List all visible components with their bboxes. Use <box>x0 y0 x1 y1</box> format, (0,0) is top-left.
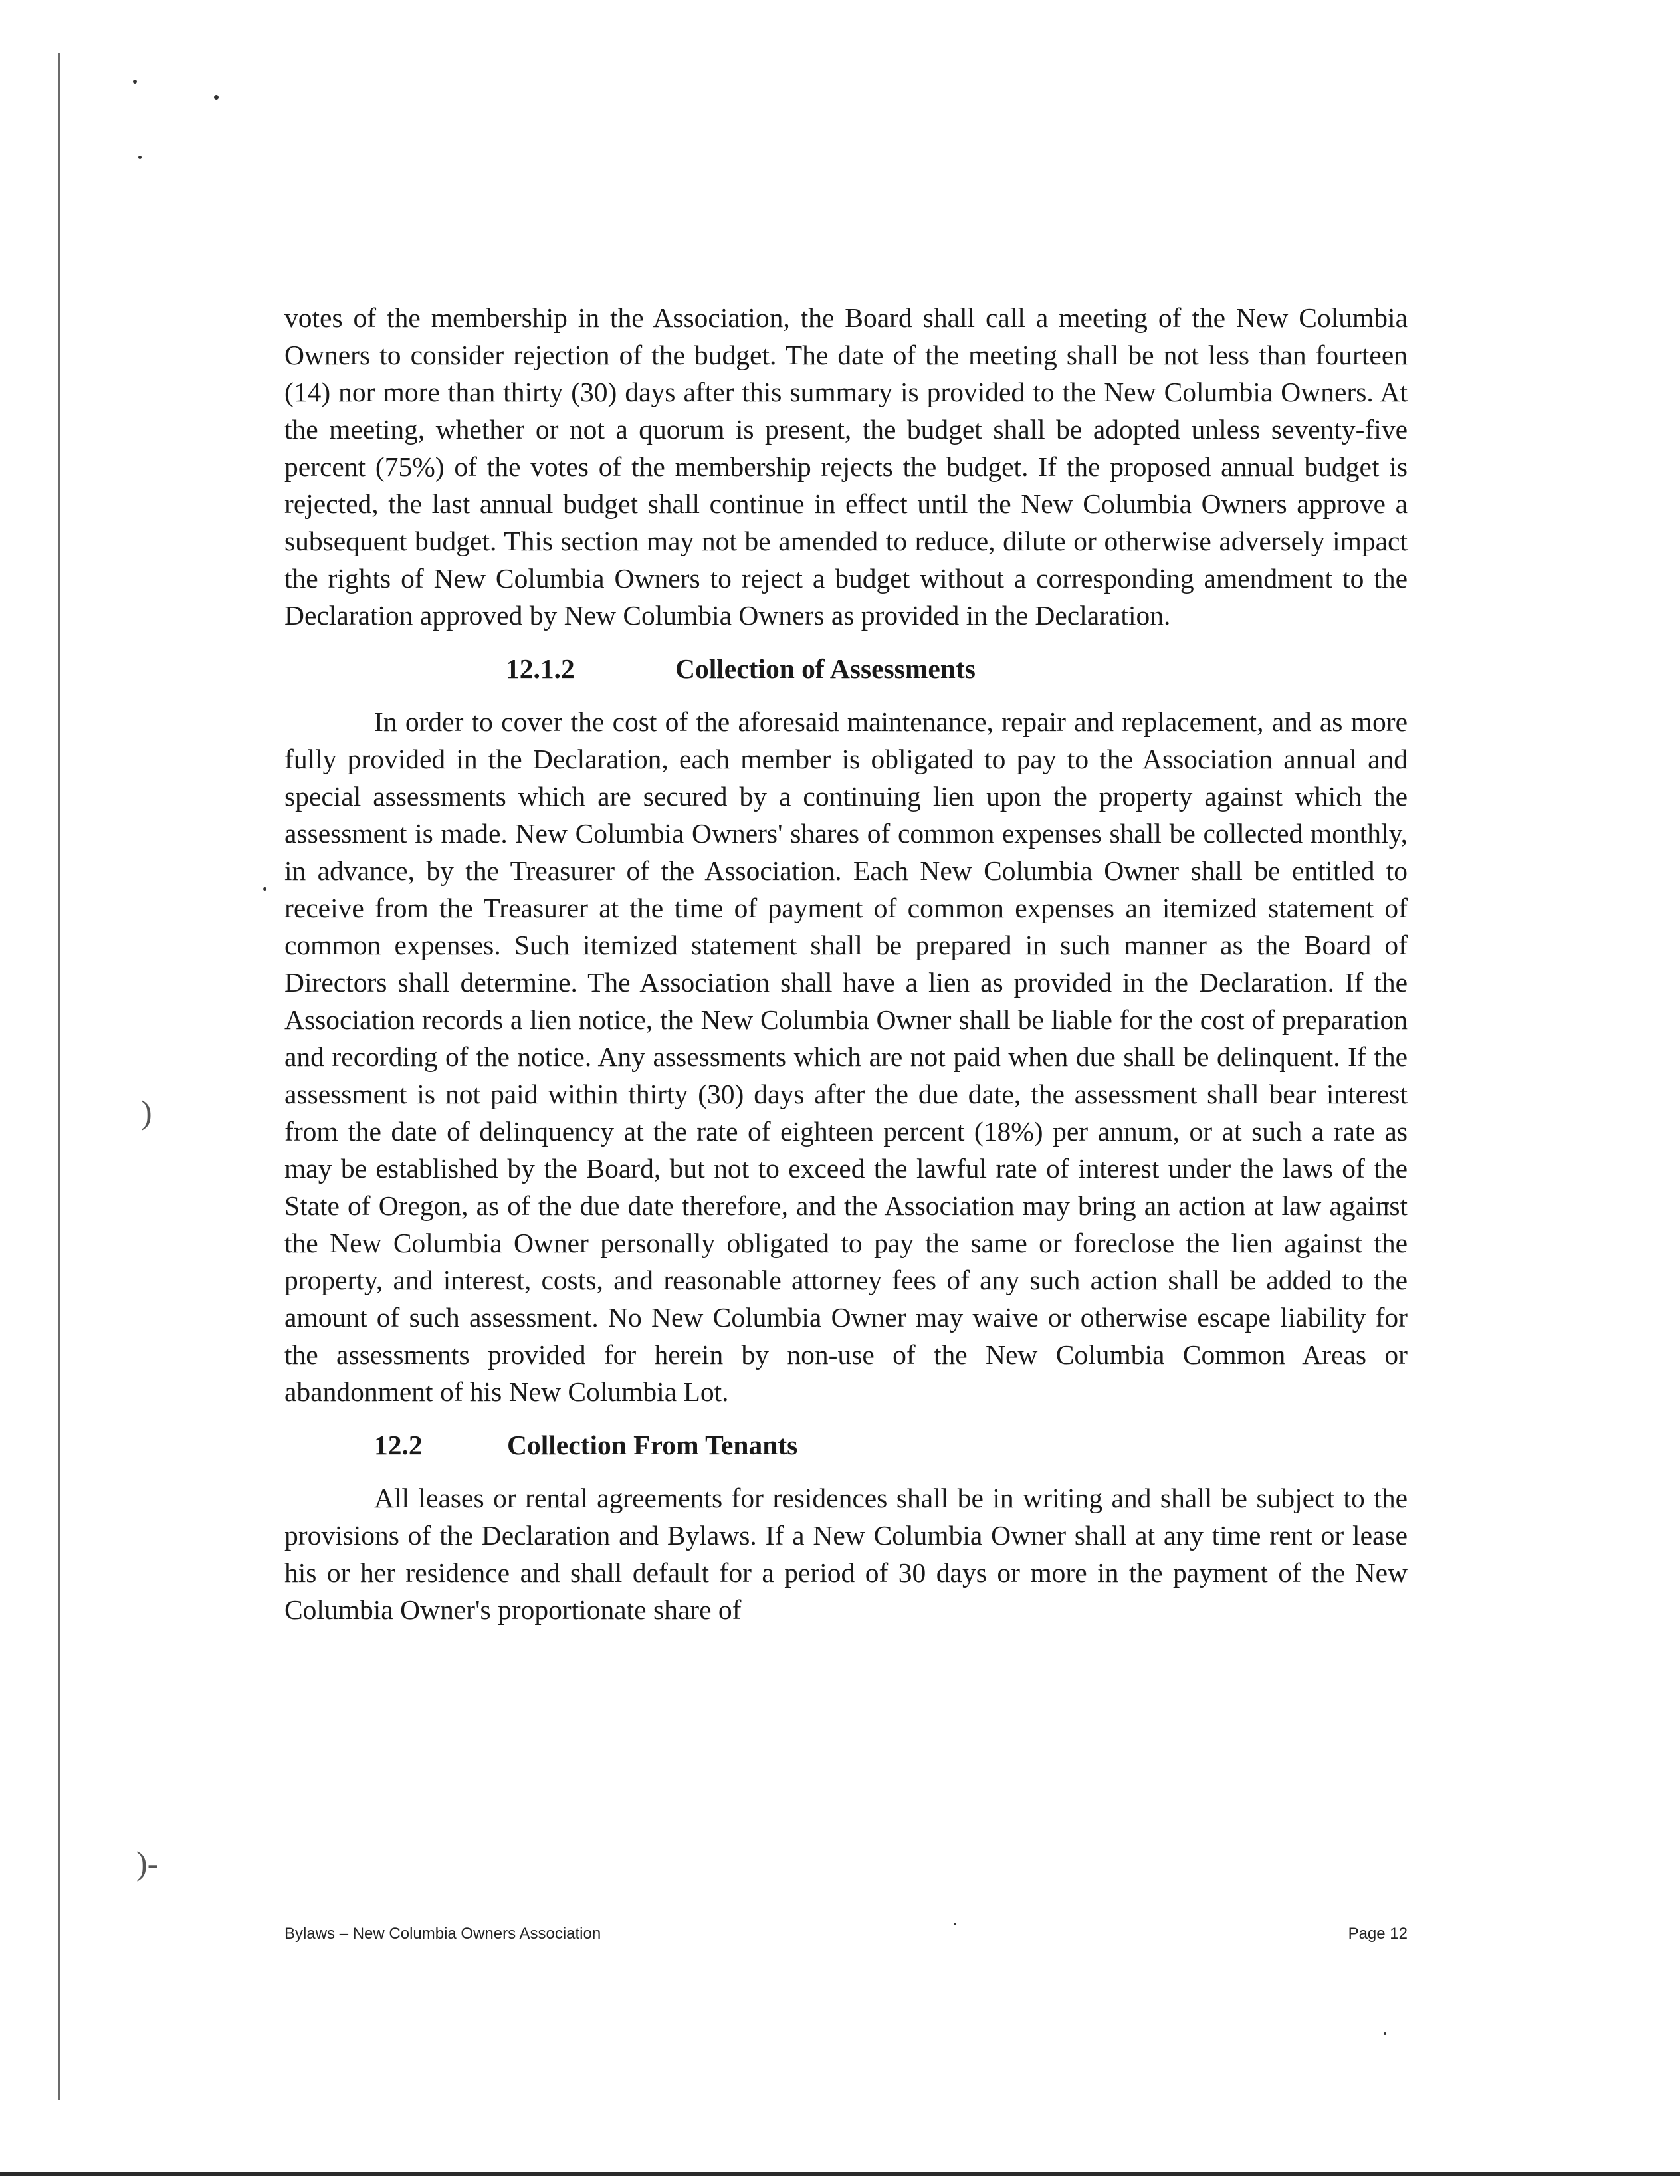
scan-speck <box>1384 2032 1386 2035</box>
margin-mark: )- <box>136 1844 159 1882</box>
footer-page-number: Page 12 <box>1348 1925 1408 1943</box>
section-title: Collection of Assessments <box>675 653 976 684</box>
scan-speck <box>263 887 266 891</box>
page-content <box>284 299 1408 1628</box>
body-paragraph: All leases or rental agreements for residences shall be in writing and shall be subject to the provisions of the Declaration and Bylaws. If a New Columbia Owner shall at any time rent or lease his or her residence and shall default for a period of 30 days or more in the payment of the New Columbia Owner's proportionate share of <box>284 1483 1408 1625</box>
body-paragraph: In order to cover the cost of the aforesaid maintenance, repair and replacement, and as more fully provided in the Declaration, each member is obligated to pay to the Association annual and special assessments which are secured by a continuing lien upon the property against which the assessment is made. New Columbia Owners' shares of common expenses shall be collected monthly, in advance, by the Treasurer of the Association. Each New Columbia Owner shall be entitled to receive from the Treasurer at the time of payment of common expenses an itemized statement of common expenses. Such itemized statement shall be prepared in such manner as the Board of Directors shall determine. The Association shall have a lien as provided in the Declaration. If the Association records a lien notice, the New Columbia Owner shall be liable for the cost of preparation and recording of the notice. Any assessments which are not paid when due shall be delinquent. If the assessment is not paid within thirty (30) days after the due date, the assessment shall bear interest from the date of delinquency at the rate of eighteen percent (18%) per annum, or at such a rate as may be established by the Board, but not to exceed the lawful rate of interest under the laws of the State of Oregon, as of the due date therefore, and the Association may bring an action at law against the New Columbia Owner personally obligated to pay the same or foreclose the lien against the property, and interest, costs, and reasonable attorney fees of any such action shall be added to the amount of such assessment. No New Columbia Owner may waive or otherwise escape liability for the assessments provided for herein by non-use of the New Columbia Common Areas or abandonment of his New Columbia Lot. <box>284 707 1408 1407</box>
section-number: 12.2 <box>374 1430 423 1460</box>
scan-bottom-edge <box>0 2172 1680 2176</box>
body-paragraph: votes of the membership in the Association, the Board shall call a meeting of the New Columbia Owners to consider rejection of the budget. The date of the meeting shall be not less than fourteen (14) nor more than thirty (30) days after this summary is provided to the New Columbia Owners. At the meeting, whether or not a quorum is present, the budget shall be adopted unless seventy-five percent (75%) of the votes of the membership rejects the budget. If the proposed annual budget is rejected, the last annual budget shall continue in effect until the New Columbia Owners approve a subsequent budget. This section may not be amended to reduce, dilute or otherwise adversely impact the rights of New Columbia Owners to reject a budget without a corresponding amendment to the Declaration approved by New Columbia Owners as provided in the Declaration. <box>284 302 1408 631</box>
footer-document-title: Bylaws – New Columbia Owners Association <box>284 1925 601 1943</box>
scan-speck <box>214 95 219 100</box>
scan-speck <box>138 156 142 159</box>
section-heading <box>284 650 1408 687</box>
section-heading <box>284 1426 1408 1464</box>
section-title: Collection From Tenants <box>507 1430 798 1460</box>
scan-speck <box>133 80 137 84</box>
section-number: 12.1.2 <box>506 653 575 684</box>
margin-mark: ) <box>141 1093 152 1131</box>
page-footer <box>284 1925 1408 1943</box>
scan-left-edge <box>58 53 60 2100</box>
